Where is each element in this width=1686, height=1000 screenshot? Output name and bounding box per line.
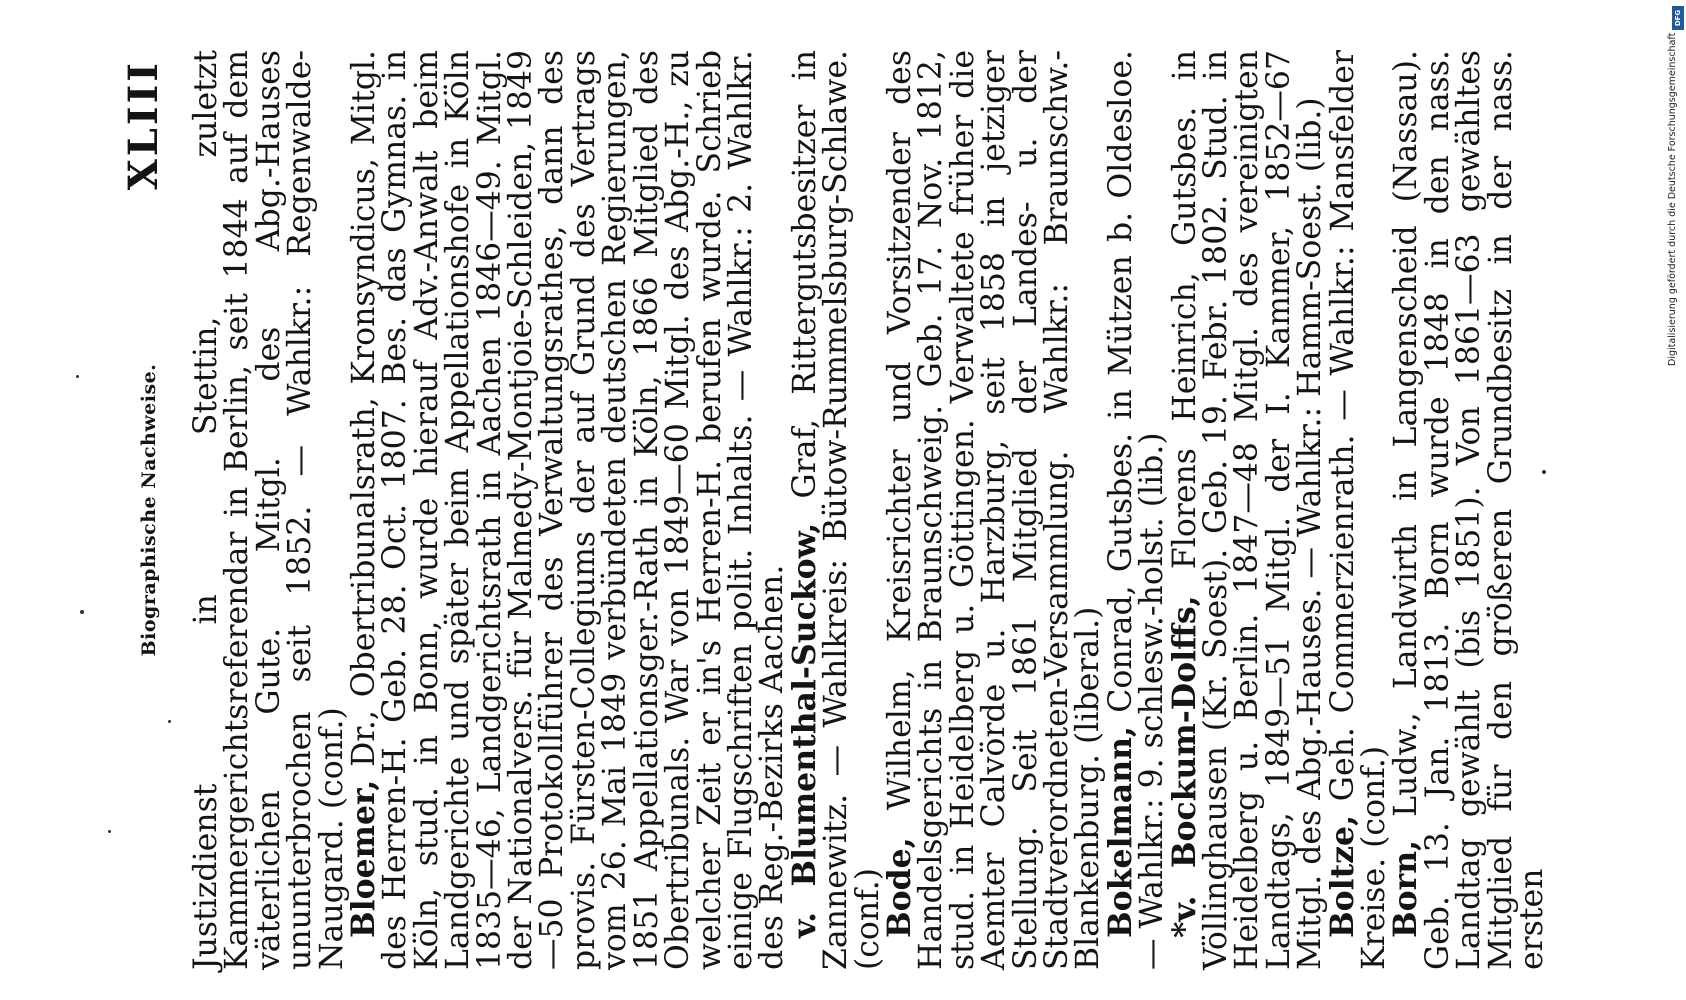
scan-speck (76, 375, 79, 378)
scan-credit-text: Digitalisierung gefördert durch die Deutsche Forschungsgemeinschaft (1667, 32, 1678, 366)
scan-speck (1542, 470, 1546, 474)
scan-speck (168, 720, 171, 723)
entry-text: Dr., Obertribunalsrath, Kronsyndicus, Mitgl. des Herren-H. Geb. 28. Oct. 1807. Bes. das Gymnas. in Köln, stud. in Bonn, wurde hierauf Adv.-Anwalt beim Landgerichte und später beim Appellationshofe in Köln 1835—46, Landgerichtsrath in Aachen 1846—49. Mitgl. der Nationalvers. für Malmedy-Montjoie-Schleiden, 1849—50 Protokollführer des Verwaltungsrathes, dann des provis. Fürsten-Collegiums der auf Grund des Vertrags vom 26. Mai 1849 verbündeten deutschen Regierungen, 1851 Appellationsger.-Rath in Köln, 1866 Mitglied des Obertribunals. War von 1849—60 Mitgl. des Abg.-H., zu welcher Zeit er in's Herren-H. berufen wurde. Schrieb einige Flugschriften polit. Inhalts. — Wahlkr.: 2. Wahlkr. des Reg.-Bezirks Aachen. (346, 50, 791, 970)
entry-name: Born, (1387, 839, 1425, 938)
entry-name: Bode, (880, 837, 918, 938)
entry-text: Florens Heinrich, Gutsbes. in Völlinghausen (Kr. Soest). Geb. 19. Febr. 1802. Stud. in Heidelberg u. Berlin. 1847—48 Mitgl. des vereinigten Landtags, 1849—51 Mitgl. der I. Kammer, 1852—67 Mitgl. des Abg.-Hauses. — Wahlkr.: Hamm-Soest. (lib.) (1166, 49, 1329, 970)
entry-continuation (190, 50, 348, 970)
entry-text: Justizdienst in Stettin, zuletzt Kammergerichtsreferendar in Berlin, seit 1844 auf dem väterlichen Gute. Mitgl. des Abg.-Hauses ununterbrochen seit 1852. — Wahlkr.: Regenwalde-Naugard. (conf.) (188, 50, 350, 970)
dfg-logo-icon (1672, 6, 1684, 30)
entry-name: v. Blumenthal-Suckow, (785, 522, 823, 938)
entry-born (1387, 50, 1551, 970)
entry-bockum-dolffs (1165, 49, 1329, 970)
entry-blumenthal (785, 49, 886, 970)
entry-bode (880, 50, 1107, 970)
rotated-page (120, 50, 1560, 970)
text-column (188, 49, 1551, 970)
entry-name: Boltze, (1323, 814, 1361, 938)
entry-boltze (1323, 49, 1393, 970)
entry-text: Conrad, Gutsbes. in Mützen b. Oldesloe. — Wahlkr.: 9. schlesw.-holst. (lib.) (1102, 50, 1171, 970)
entry-text: Ludw., Landwirth in Langenscheid (Nassau). Geb. 13. Jan. 1813. Born wurde 1848 in den nass. Landtag gewählt (bis 1851). Von 1861—63 gewähltes Mitglied für den größeren Grundbesitz in der nass. ersten (1388, 50, 1551, 970)
scan-speck (80, 610, 84, 614)
scan-credit (1651, 6, 1681, 366)
running-head (120, 50, 180, 970)
entry-name: Bokelmann, (1101, 726, 1139, 938)
page-number: XLIII (120, 60, 167, 191)
scan-speck (108, 830, 111, 833)
entry-text: Wilhelm, Kreisrichter und Vorsitzender des Handelsgerichts in Braunschweig. Geb. 17. Nov. 1812, stud. in Heidelberg u. Göttingen. Verwaltete früher die Aemter Calvörde u. Harzburg, seit 1858 in jetziger Stellung. Seit 1861 Mitglied der Landes- u. der Stadtverordneten-Versammlung. Wahlkr.: Braunschw.-Blankenburg. (liberal.) (881, 50, 1107, 970)
running-title: Biographische Nachweise. (138, 363, 160, 657)
entry-name: *v. Bockum-Dolffs, (1165, 595, 1203, 938)
entry-bokelmann (1101, 50, 1171, 970)
entry-text: Graf, Rittergutsbesitzer in Zannewitz. — Wahlkreis: Bütow-Rummelsburg-Schlawe. (conf.) (786, 49, 886, 970)
entry-text: Geh. Commerzienrath. — Wahlkr.: Mansfelder Kreise. (conf.) (1324, 49, 1393, 970)
entry-name: Bloemer, (345, 779, 383, 938)
dfg-logo-label: DFG (1674, 9, 1682, 27)
entry-bloemer (345, 50, 791, 970)
